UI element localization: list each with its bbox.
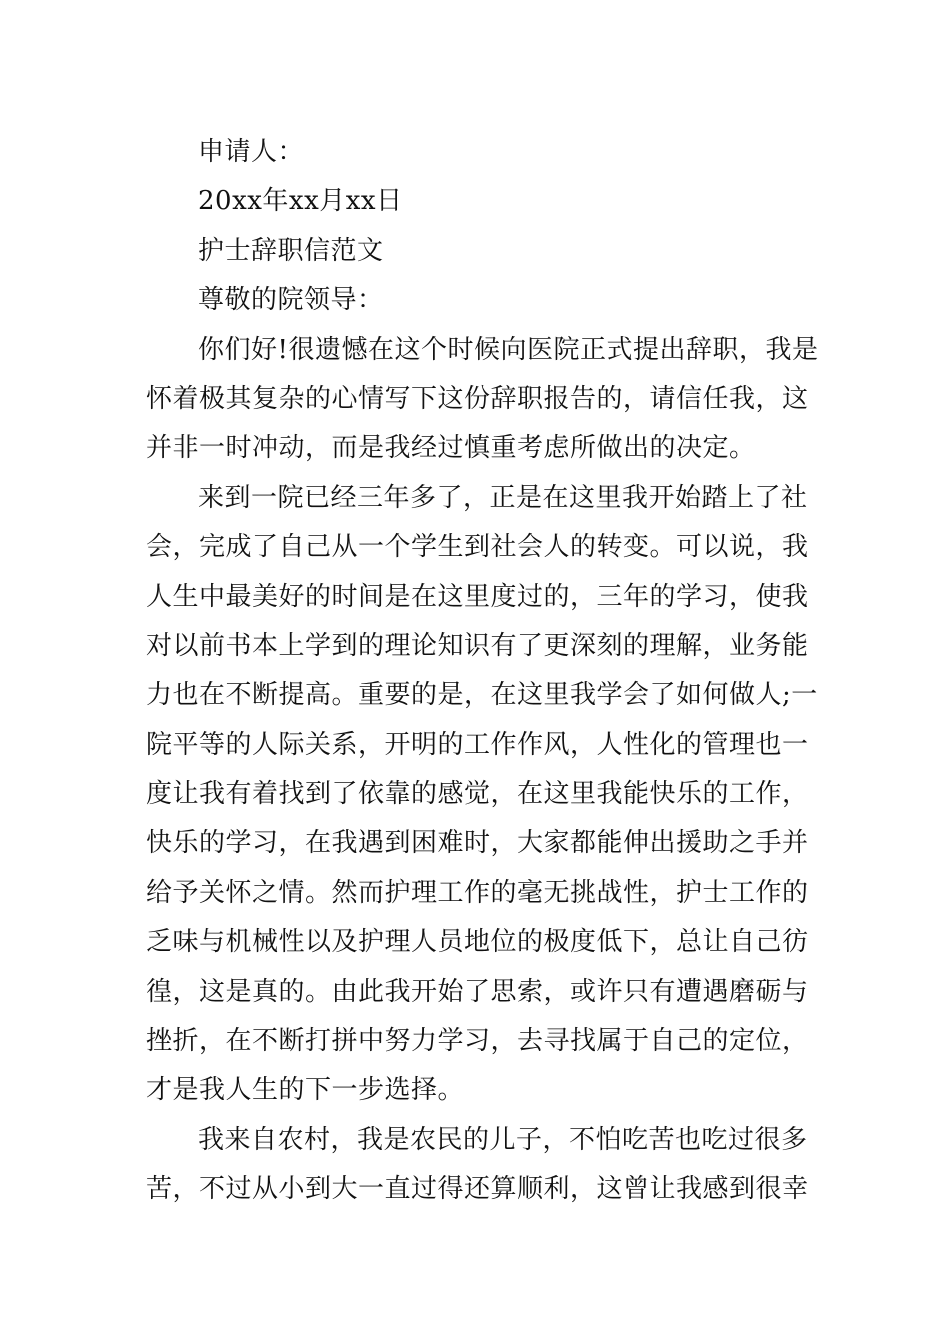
body-text-line: 我来自农村，我是农民的儿子，不怕吃苦也吃过很多 [198, 1124, 808, 1155]
body-text-line: 并非一时冲动，而是我经过慎重考虑所做出的决定。 [146, 433, 756, 464]
body-text-line: 度让我有着找到了依靠的感觉，在这里我能快乐的工作， [146, 779, 809, 810]
applicant-line: 申请人： [198, 137, 305, 167]
body-text-line: 人生中最美好的时间是在这里度过的，三年的学习，使我 [146, 581, 809, 612]
body-text-line: 快乐的学习，在我遇到困难时，大家都能伸出援助之手并 [146, 828, 809, 859]
body-text-line: 苦，不过从小到大一直过得还算顺利，这曾让我感到很幸 [146, 1174, 809, 1205]
salutation: 尊敬的院领导： [198, 285, 384, 316]
body-text-line: 会，完成了自己从一个学生到社会人的转变。可以说，我 [146, 532, 809, 563]
body-text-line: 乏味与机械性以及护理人员地位的极度低下，总让自己彷 [146, 927, 809, 958]
body-text-line: 怀着极其复杂的心情写下这份辞职报告的，请信任我，这 [146, 383, 809, 414]
document-title: 护士辞职信范文 [198, 235, 384, 266]
date-line: 20xx年xx月xx日 [198, 186, 403, 217]
body-text-line: 力也在不断提高。重要的是，在这里我学会了如何做人;一 [146, 680, 818, 711]
body-text-line: 给予关怀之情。然而护理工作的毫无挑战性，护士工作的 [146, 877, 809, 908]
letter-body [146, 326, 819, 1215]
body-text-line: 才是我人生的下一步选择。 [146, 1075, 465, 1106]
body-text-line: 院平等的人际关系，开明的工作作风，人性化的管理也一 [146, 729, 809, 760]
body-text-line: 来到一院已经三年多了，正是在这里我开始踏上了社 [198, 482, 808, 513]
body-text-line: 挫折，在不断打拼中努力学习，去寻找属于自己的定位， [146, 1026, 809, 1057]
body-text-line: 你们好!很遗憾在这个时候向医院正式提出辞职，我是 [198, 334, 819, 365]
body-text-line: 徨，这是真的。由此我开始了思索，或许只有遭遇磨砺与 [146, 976, 809, 1007]
body-text-line: 对以前书本上学到的理论知识有了更深刻的理解，业务能 [146, 630, 809, 661]
document-body [146, 128, 819, 1215]
